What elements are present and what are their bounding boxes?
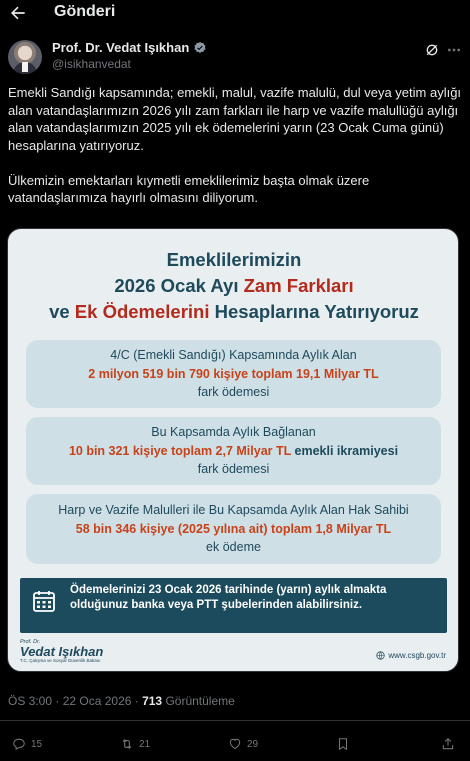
tweet-image[interactable]	[7, 228, 459, 672]
notice-text: Ödemelerinizi 23 Ocak 2026 tarihinde (yarın) aylık almakta olduğunuz banka veya PTT şubelerinden alabilirsiniz.	[70, 584, 387, 611]
tweet-text	[8, 84, 464, 207]
box2-line-3: fark ödemesi	[197, 462, 270, 476]
repost-icon	[120, 737, 134, 751]
website-text: www.csgb.gov.tr	[388, 651, 446, 660]
reply-button[interactable]	[12, 737, 42, 751]
box2-line-2: 10 bin 321 kişiye toplam 2,7 Milyar TL emekli ikramiyesi	[68, 443, 399, 458]
globe-icon	[376, 651, 385, 660]
repost-button[interactable]	[120, 737, 150, 751]
tweet-meta	[8, 694, 235, 708]
signature-title: Prof. Dr.	[20, 639, 41, 645]
share-button[interactable]	[441, 737, 455, 751]
box3-line-1: Harp ve Vazife Malulleri ile Bu Kapsamda Aylık Alan Hak Sahibi	[58, 503, 409, 517]
website-label	[376, 651, 446, 660]
tweet-paragraph-1: Emekli Sandığı kapsamında; emekli, malul, vazife malulü, dul veya yetim aylığı alan vatandaşlarımızın 2026 yılı zam farkları ile harp ve vazife malullüğü aylığı alan vatandaşlarımızın 2025 yılı ek ödemelerini yarın (23 Ocak Cuma günü) hesaplarına yatırıyoruz.	[8, 85, 462, 153]
tweet-timestamp[interactable]: ÖS 3:00 · 22 Oca 2026 ·	[8, 694, 143, 708]
like-button[interactable]	[228, 737, 258, 751]
tweet-paragraph-2: Ülkemizin emektarları kıymetli emeklilerimiz başta olmak üzere vatandaşlarımıza hayırlı olmasını diliyorum.	[8, 172, 370, 205]
view-count: 713	[142, 694, 163, 708]
headline-line-2: 2026 Ocak Ayı Zam Farkları	[114, 275, 354, 296]
box3-line-3: ek ödeme	[206, 540, 261, 554]
headline-line-3: ve Ek Ödemelerini Hesaplarına Yatırıyoruz	[49, 301, 419, 322]
more-options-icon[interactable]	[446, 42, 462, 58]
share-icon	[441, 737, 455, 751]
page-title: Gönderi	[54, 3, 116, 20]
signature-name: Vedat Işıkhan	[20, 644, 104, 659]
payment-notice	[20, 578, 447, 633]
headline-line-1: Emeklilerimizin	[166, 249, 302, 270]
like-count: 29	[247, 738, 259, 750]
avatar[interactable]	[8, 40, 42, 74]
like-icon	[228, 737, 242, 751]
author-name[interactable]: Prof. Dr. Vedat Işıkhan	[52, 40, 190, 55]
views-label: Görüntüleme	[162, 694, 235, 708]
box1-line-1: 4/C (Emekli Sandığı) Kapsamında Aylık Alan	[110, 348, 357, 362]
repost-count: 21	[139, 738, 151, 750]
info-box-harp-vazife	[26, 494, 441, 564]
author-handle[interactable]: @isikhanvedat	[52, 57, 131, 71]
card-headline	[8, 247, 459, 325]
reply-icon	[12, 737, 26, 751]
verified-badge-icon	[193, 41, 207, 55]
bookmark-icon	[336, 737, 350, 751]
author-row	[8, 40, 462, 76]
calendar-icon	[32, 589, 56, 613]
info-box-emekli-ikramiyesi	[26, 417, 441, 485]
top-bar	[0, 0, 470, 28]
box1-line-3: fark ödemesi	[197, 385, 270, 399]
bookmark-button[interactable]	[336, 737, 350, 751]
signature-subtitle: T.C. Çalışma ve Sosyal Güvenlik Bakanı	[20, 658, 101, 663]
divider	[0, 720, 470, 721]
author-name-row[interactable]	[52, 40, 207, 55]
back-arrow-icon[interactable]	[8, 3, 28, 23]
box2-line-1: Bu Kapsamda Aylık Bağlanan	[151, 425, 316, 439]
box1-line-2: 2 milyon 519 bin 790 kişiye toplam 19,1 Milyar TL	[88, 366, 379, 381]
info-box-emekli-sandigi	[26, 340, 441, 408]
action-bar	[0, 735, 470, 755]
reply-count: 15	[31, 738, 43, 750]
signature	[20, 639, 103, 663]
box3-line-2: 58 bin 346 kişiye (2025 yılına ait) toplam 1,8 Milyar TL	[75, 521, 392, 536]
grok-icon[interactable]	[424, 42, 440, 58]
